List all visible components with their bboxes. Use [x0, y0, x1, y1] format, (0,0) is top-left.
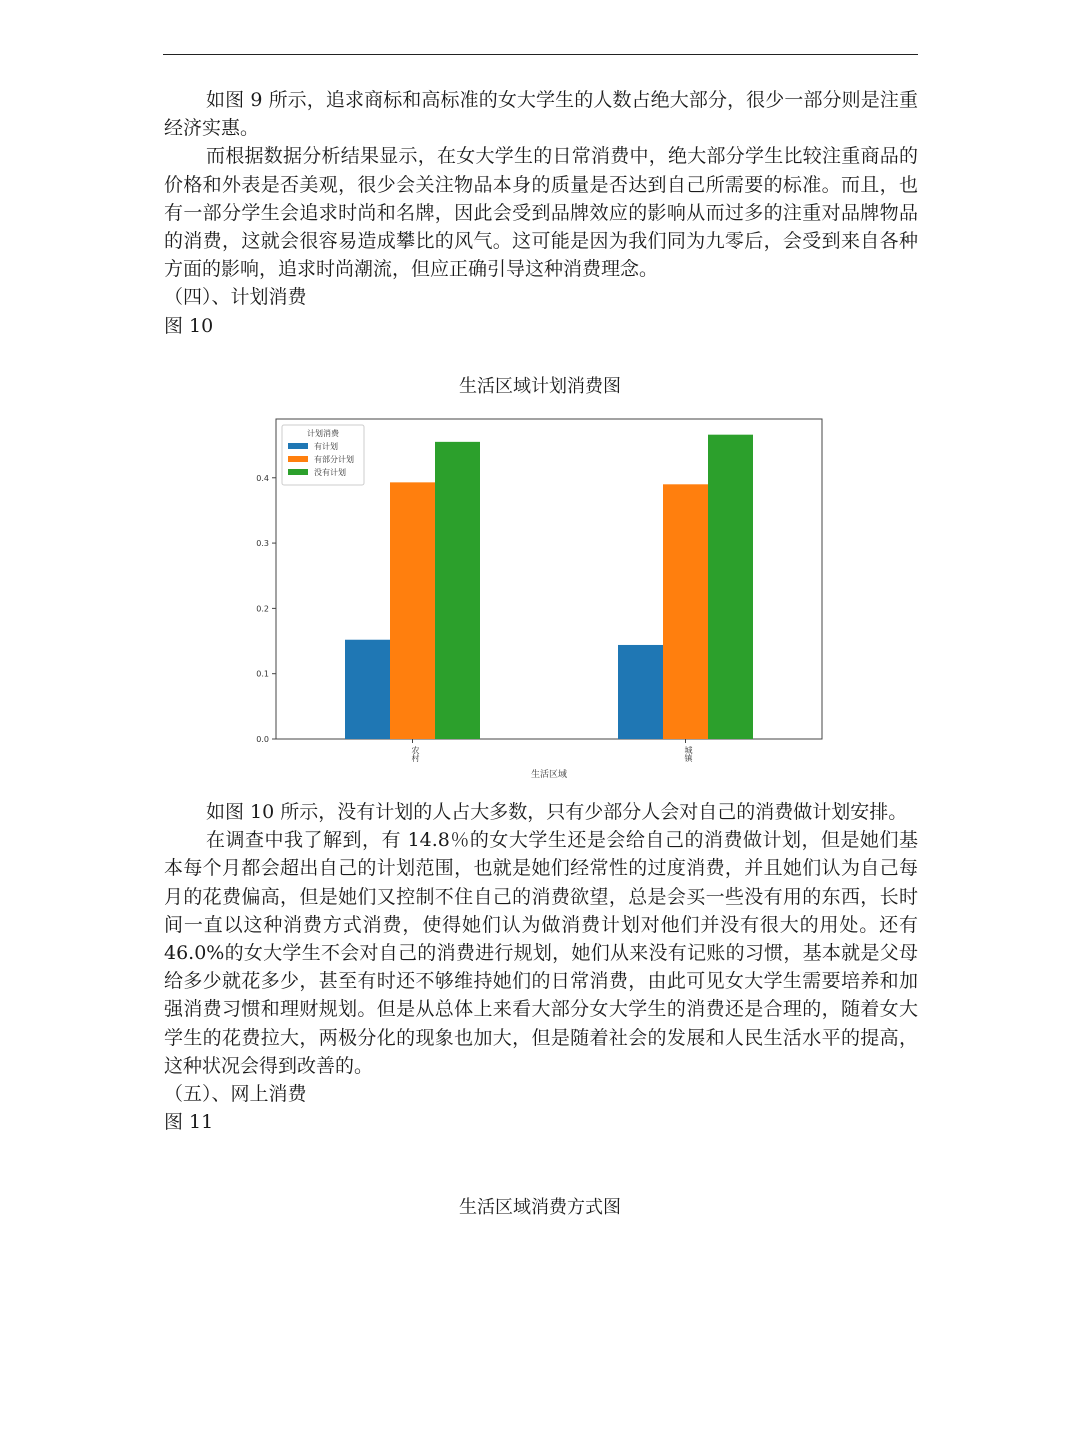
x-tick-label: 农村 [411, 746, 420, 762]
x-tick-label: 城镇 [684, 746, 693, 762]
y-tick-label: 0.4 [256, 473, 269, 483]
y-tick-label: 0.1 [256, 669, 269, 679]
paragraph-analysis: 而根据数据分析结果显示，在女大学生的日常消费中，绝大部分学生比较注重商品的价格和外表是否美观，很少会关注物品本身的质量是否达到自己所需要的标准。而且，也有一部分学生会追求时尚和名牌，因此会受到品牌效应的影响从而过多的注重对品牌物品的消费，这就会很容易造成攀比的风气。这可能是因为我们同为九零后，会受到来自各种方面的影响，追求时尚潮流，但应正确引导这种消费理念。 [164, 145, 918, 281]
bar [345, 640, 390, 739]
text-block-1 [164, 86, 918, 340]
y-tick-label: 0.0 [256, 735, 269, 744]
legend-swatch [288, 443, 308, 449]
bar [618, 645, 663, 739]
figure-label-11: 图 11 [164, 1111, 214, 1134]
paragraph-fig10-summary: 如图 10 所示，没有计划的人占大多数，只有少部分人会对自己的消费做计划安排。 [206, 801, 908, 823]
y-tick-label: 0.2 [256, 604, 269, 614]
legend-label: 没有计划 [314, 468, 346, 477]
section-heading-online: （五）、网上消费 [164, 1083, 307, 1106]
text-block-2 [164, 798, 918, 1136]
chart-2-title: 生活区域消费方式图 [459, 1197, 621, 1218]
bar [390, 482, 435, 739]
bar [435, 442, 480, 739]
section-heading-plan: （四）、计划消费 [164, 286, 307, 309]
bar [663, 484, 708, 739]
figure-label-10: 图 10 [164, 314, 214, 337]
bar [708, 435, 753, 739]
paragraph-fig9-summary: 如图 9 所示，追求商标和高标准的女大学生的人数占绝大部分，很少一部分则是注重经济实惠。 [164, 89, 918, 140]
legend-swatch [288, 456, 308, 462]
legend-label: 有部分计划 [314, 455, 354, 464]
legend-title: 计划消费 [307, 429, 339, 438]
y-tick-label: 0.3 [256, 539, 269, 549]
legend-swatch [288, 469, 308, 475]
paragraph-survey: 在调查中我了解到，有 14.8％的女大学生还是会给自己的消费做计划，但是她们基本每个月都会超出自己的计划范围，也就是她们经常性的过度消费，并且她们认为自己每月的花费偏高，但是她们又控制不住自己的消费欲望，总是会买一些没有用的东西，长时间一直以这种消费方式消费，使得她们认为做消费计划对他们并没有很大的用处。还有 46.0%的女大学生不会对自己的消费进行规划，她们从来没有记账的习惯，基本就是父母给多少就花多少，甚至有时还不够维持她们的日常消费，由此可见女大学生需要培养和加强消费习惯和理财规划。但是从总体上来看大部分女大学生的消费还是合理的，随着女大学生的花费拉大，两极分化的现象也加大，但是随着社会的发展和人民生活水平的提高，这种状况会得到改善的。 [164, 829, 918, 1077]
bar-chart-svg [248, 405, 828, 785]
bar-chart [248, 405, 828, 785]
header-rule [163, 54, 918, 55]
legend-label: 有计划 [314, 442, 338, 451]
chart-title: 生活区域计划消费图 [459, 376, 621, 397]
x-axis-label: 生活区域 [530, 770, 568, 780]
